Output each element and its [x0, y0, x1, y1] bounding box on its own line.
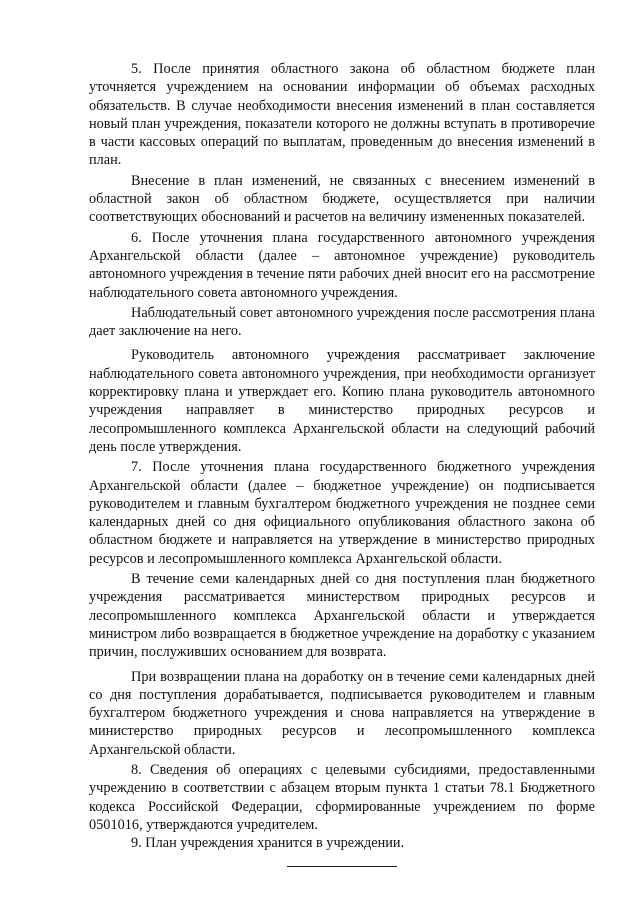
paragraph-head-review: Руководитель автономного учреждения рассматривает заключение наблюдательного совета автономного учреждения, при необходимости организует корректировку плана и утверждает его. Копию плана руководитель автономного учреждения направляет в министерство природных ресурсов и лесопромышленного комплекса Архангельской области на следующий рабочий день после утверждения.	[89, 347, 595, 455]
paragraph-return-revision: При возвращении плана на доработку он в течение семи календарных дней со дня поступления дорабатывается, подписывается руководителем и главным бухгалтером бюджетного учреждения и снова направляется на утверждение в министерство природных ресурсов и лесопромышленного комплекса Архангельской области.	[89, 668, 595, 758]
paragraph-6: 6. После уточнения плана государственного автономного учреждения Архангельской области (далее – автономное учреждение) руководитель автономного учреждения в течение пяти рабочих дней вносит его на рассмотрение наблюдательного совета автономного учреждения.	[89, 229, 595, 301]
closing-divider	[287, 866, 397, 867]
paragraph-7: 7. После уточнения плана государственного бюджетного учреждения Архангельской области (далее – бюджетное учреждение) он подписывается руководителем и главным бухгалтером бюджетного учреждения не позднее семи календарных дней со дня официального опубликования областного закона об областном бюджете и направляется на утверждение в министерство природных ресурсов и лесопромышленного комплекса Архангельской области.	[89, 459, 595, 567]
document-page	[89, 60, 595, 867]
paragraph-ministry-review: В течение семи календарных дней со дня поступления план бюджетного учреждения рассматривается министерством природных ресурсов и лесопромышленного комплекса Архангельской области и утверждается министром либо возвращается в бюджетное учреждение на доработку с указанием причин, послуживших основанием для возврата.	[89, 571, 595, 661]
paragraph-5: 5. После принятия областного закона об областном бюджете план уточняется учреждением на основании информации об объемах расходных обязательств. В случае необходимости внесения изменений в план составляется новый план учреждения, показатели которого не должны вступать в противоречие в части кассовых операций по выплатам, проведенным до внесения изменений в план.	[89, 61, 595, 169]
paragraph-supervisory-board: Наблюдательный совет автономного учреждения после рассмотрения плана дает заключение на него.	[89, 304, 595, 340]
paragraph-8: 8. Сведения об операциях с целевыми субсидиями, предоставленными учреждению в соответствии с абзацем вторым пункта 1 статьи 78.1 Бюджетного кодекса Российской Федерации, сформированные учреждением по форме 0501016, утверждаются учредителем.	[89, 761, 595, 833]
paragraph-9: 9. План учреждения хранится в учреждении.	[131, 835, 405, 852]
paragraph-plan-changes: Внесение в план изменений, не связанных с внесением изменений в областной закон об областном бюджете, осуществляется при наличии соответствующих обоснований и расчетов на величину измененных показателей.	[89, 172, 595, 226]
